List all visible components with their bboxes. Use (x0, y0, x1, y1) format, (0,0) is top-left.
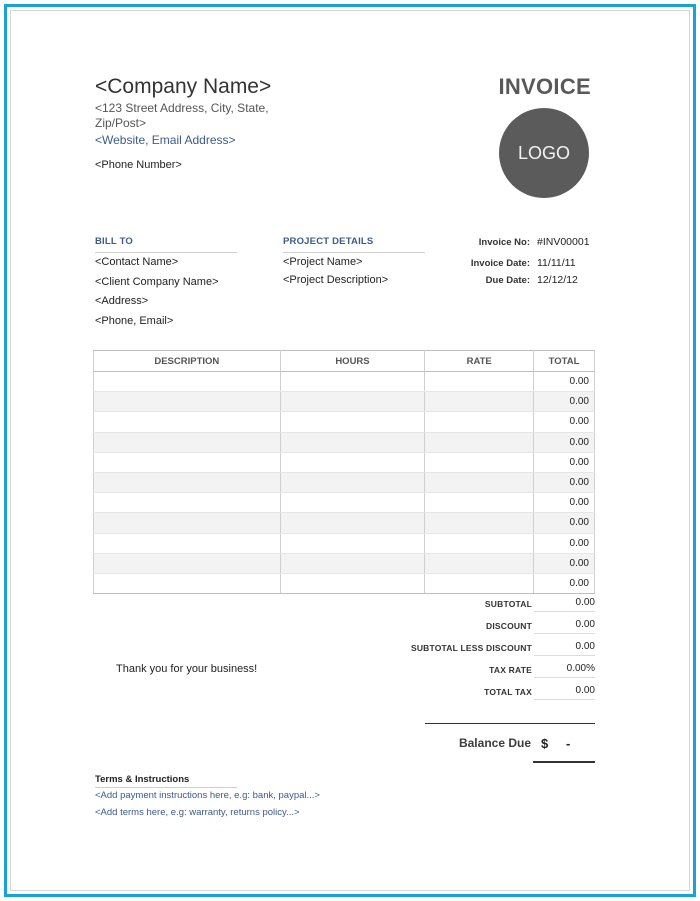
total-tax-value: 0.00 (534, 681, 595, 700)
due-date-label: Due Date: (485, 275, 530, 286)
subtotal-value: 0.00 (534, 593, 595, 612)
invoice-date-value: 11/11/11 (537, 257, 576, 269)
balance-due-value (533, 734, 595, 763)
hours-cell[interactable] (280, 493, 425, 513)
total-cell: 0.00 (534, 412, 595, 432)
table-row (94, 412, 595, 432)
rate-cell[interactable] (425, 432, 534, 452)
tax-rate-label: TAX RATE (489, 665, 532, 675)
subtotal-less-discount-value: 0.00 (534, 637, 595, 656)
table-row (94, 513, 595, 533)
bill-to-heading: BILL TO (95, 236, 237, 253)
rate-header: RATE (425, 351, 534, 372)
table-row (94, 392, 595, 412)
rate-cell[interactable] (425, 573, 534, 593)
total-cell: 0.00 (534, 573, 595, 593)
line-items-table (93, 350, 595, 594)
tax-rate-row (400, 659, 595, 681)
terms-text: <Add terms here, e.g: warranty, returns policy...> (95, 807, 300, 818)
tax-rate-value[interactable]: 0.00% (534, 659, 595, 678)
total-cell: 0.00 (534, 392, 595, 412)
subtotal-row (400, 593, 595, 615)
table-row (94, 573, 595, 593)
total-cell: 0.00 (534, 493, 595, 513)
table-row (94, 472, 595, 492)
description-cell[interactable] (94, 452, 281, 472)
hours-header: HOURS (280, 351, 425, 372)
hours-cell[interactable] (280, 372, 425, 392)
hours-cell[interactable] (280, 392, 425, 412)
hours-cell[interactable] (280, 412, 425, 432)
table-row (94, 432, 595, 452)
description-cell[interactable] (94, 533, 281, 553)
description-cell[interactable] (94, 432, 281, 452)
rate-cell[interactable] (425, 513, 534, 533)
invoice-no-label: Invoice No: (478, 237, 530, 248)
description-cell[interactable] (94, 553, 281, 573)
subtotal-less-discount-row (400, 637, 595, 659)
table-row (94, 372, 595, 392)
bill-to-phone-email: <Phone, Email> (95, 315, 174, 327)
description-header: DESCRIPTION (94, 351, 281, 372)
thank-you-note: Thank you for your business! (116, 663, 258, 675)
subtotal-label: SUBTOTAL (484, 599, 532, 609)
total-cell: 0.00 (534, 372, 595, 392)
total-cell: 0.00 (534, 553, 595, 573)
rate-cell[interactable] (425, 493, 534, 513)
invoice-date-label: Invoice Date: (470, 258, 530, 269)
description-cell[interactable] (94, 392, 281, 412)
hours-cell[interactable] (280, 472, 425, 492)
balance-currency: $ (541, 736, 549, 751)
table-row (94, 493, 595, 513)
hours-cell[interactable] (280, 533, 425, 553)
total-cell: 0.00 (534, 472, 595, 492)
table-row (94, 533, 595, 553)
logo-text: LOGO (517, 142, 570, 163)
subtotal-less-discount-label: SUBTOTAL LESS DISCOUNT (410, 643, 532, 653)
total-tax-label: TOTAL TAX (484, 687, 532, 697)
total-cell: 0.00 (534, 513, 595, 533)
total-tax-row (400, 681, 595, 703)
description-cell[interactable] (94, 493, 281, 513)
description-cell[interactable] (94, 472, 281, 492)
company-web-email: <Website, Email Address> (95, 133, 236, 147)
description-cell[interactable] (94, 372, 281, 392)
logo-placeholder (499, 108, 589, 198)
rate-cell[interactable] (425, 392, 534, 412)
company-name: <Company Name> (95, 75, 272, 98)
terms-heading: Terms & Instructions (95, 774, 237, 788)
hours-cell[interactable] (280, 432, 425, 452)
bill-to-company: <Client Company Name> (95, 276, 219, 288)
discount-value[interactable]: 0.00 (534, 615, 595, 634)
hours-cell[interactable] (280, 573, 425, 593)
discount-row (400, 615, 595, 637)
rate-cell[interactable] (425, 452, 534, 472)
due-date-value: 12/12/12 (537, 274, 578, 286)
total-header: TOTAL (534, 351, 595, 372)
project-name: <Project Name> (283, 256, 363, 268)
invoice-no-value: #INV00001 (537, 236, 590, 248)
rate-cell[interactable] (425, 412, 534, 432)
company-phone: <Phone Number> (95, 159, 182, 171)
balance-due-label: Balance Due (458, 736, 531, 750)
total-cell: 0.00 (534, 452, 595, 472)
description-cell[interactable] (94, 412, 281, 432)
rate-cell[interactable] (425, 553, 534, 573)
description-cell[interactable] (94, 513, 281, 533)
table-row (94, 452, 595, 472)
table-row (94, 553, 595, 573)
total-cell: 0.00 (534, 533, 595, 553)
hours-cell[interactable] (280, 452, 425, 472)
project-details-heading: PROJECT DETAILS (283, 236, 425, 253)
rate-cell[interactable] (425, 372, 534, 392)
balance-amount: - (566, 736, 571, 751)
rate-cell[interactable] (425, 533, 534, 553)
description-cell[interactable] (94, 573, 281, 593)
table-header-row (94, 351, 595, 372)
company-address: <123 Street Address, City, State, Zip/Post> (95, 101, 269, 130)
hours-cell[interactable] (280, 513, 425, 533)
invoice-title: INVOICE (498, 74, 591, 99)
rate-cell[interactable] (425, 472, 534, 492)
payment-instructions: <Add payment instructions here, e.g: bank, paypal...> (95, 790, 320, 801)
project-description: <Project Description> (283, 274, 389, 286)
balance-divider (425, 723, 595, 724)
discount-label: DISCOUNT (486, 621, 532, 631)
bill-to-address: <Address> (95, 295, 149, 307)
bill-to-contact: <Contact Name> (95, 256, 179, 268)
hours-cell[interactable] (280, 553, 425, 573)
total-cell: 0.00 (534, 432, 595, 452)
